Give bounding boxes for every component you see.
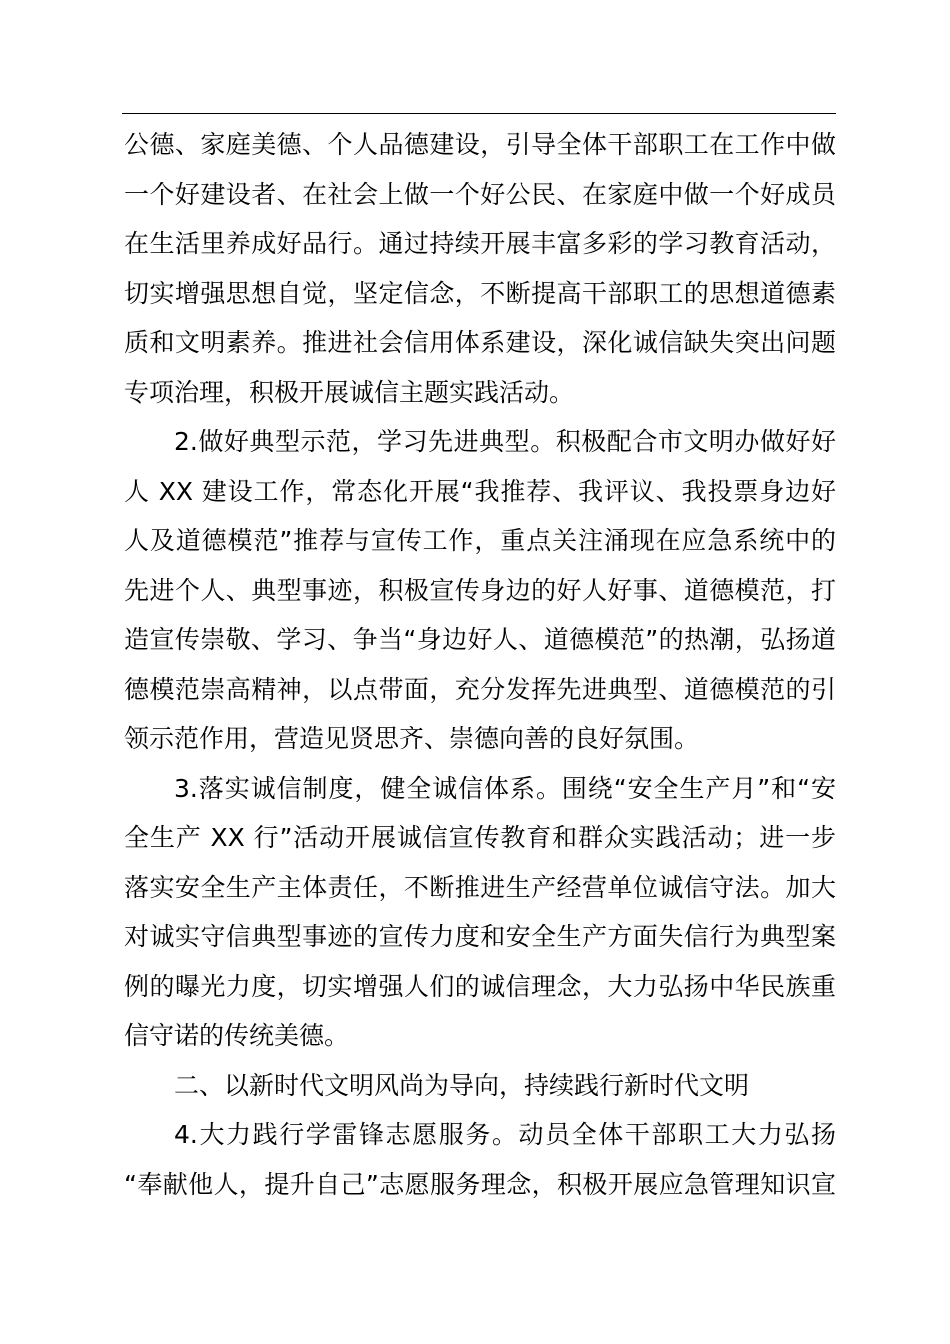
paragraph-4-first-line: 4.大力践行学雷锋志愿服务。动员全体干部职工大力弘扬 <box>174 1120 836 1149</box>
paragraph-2-first-line: 2.做好典型示范，学习先进典型。积极配合市文明办做好好 <box>174 427 836 456</box>
paragraph-3-first-line: 3.落实诚信制度，健全诚信体系。围绕“安全生产月”和“安 <box>174 773 836 803</box>
text-line: 专项治理，积极开展诚信主题实践活动。 <box>124 377 575 407</box>
text-line: 先进个人、典型事迹，积极宣传身边的好人好事、道德模范，打 <box>124 575 836 605</box>
text-line: 领示范作用，营造见贤思齐、崇德向善的良好氛围。 <box>124 724 700 753</box>
text-line: 公德、家庭美德、个人品德建设，引导全体干部职工在工作中做 <box>124 130 836 159</box>
text-line: 对诚实守信典型事迹的宣传力度和安全生产方面失信行为典型案 <box>124 922 836 951</box>
text-line: 例的曝光力度，切实增强人们的诚信理念，大力弘扬中华民族重 <box>124 971 836 1001</box>
text-line: 质和文明素养。推进社会信用体系建设，深化诚信缺失突出问题 <box>124 328 836 357</box>
text-line: 一个好建设者、在社会上做一个好公民、在家庭中做一个好成员 <box>124 179 836 209</box>
text-line: 人及道德模范”推荐与宣传工作，重点关注涌现在应急系统中的 <box>124 526 836 555</box>
text-line: 全生产 XX 行”活动开展诚信宣传教育和群众实践活动；进一步 <box>124 823 836 852</box>
section-heading: 二、以新时代文明风尚为导向，持续践行新时代文明 <box>174 1070 750 1100</box>
text-line: 在生活里养成好品行。通过持续开展丰富多彩的学习教育活动， <box>124 229 836 258</box>
text-line: 造宣传崇敬、学习、争当“身边好人、道德模范”的热潮，弘扬道 <box>124 625 836 654</box>
text-line: 人 XX 建设工作，常态化开展“我推荐、我评议、我投票身边好 <box>124 476 836 506</box>
text-line: “奉献他人，提升自己”志愿服务理念，积极开展应急管理知识宣 <box>124 1169 836 1199</box>
text-line: 切实增强思想自觉，坚定信念，不断提高干部职工的思想道德素 <box>124 278 836 308</box>
header-rule <box>122 113 836 114</box>
text-line: 德模范崇高精神，以点带面，充分发挥先进典型、道德模范的引 <box>124 674 836 704</box>
text-line: 落实安全生产主体责任，不断推进生产经营单位诚信守法。加大 <box>124 872 836 902</box>
text-line: 信守诺的传统美德。 <box>124 1021 350 1050</box>
document-body <box>124 120 836 1209</box>
